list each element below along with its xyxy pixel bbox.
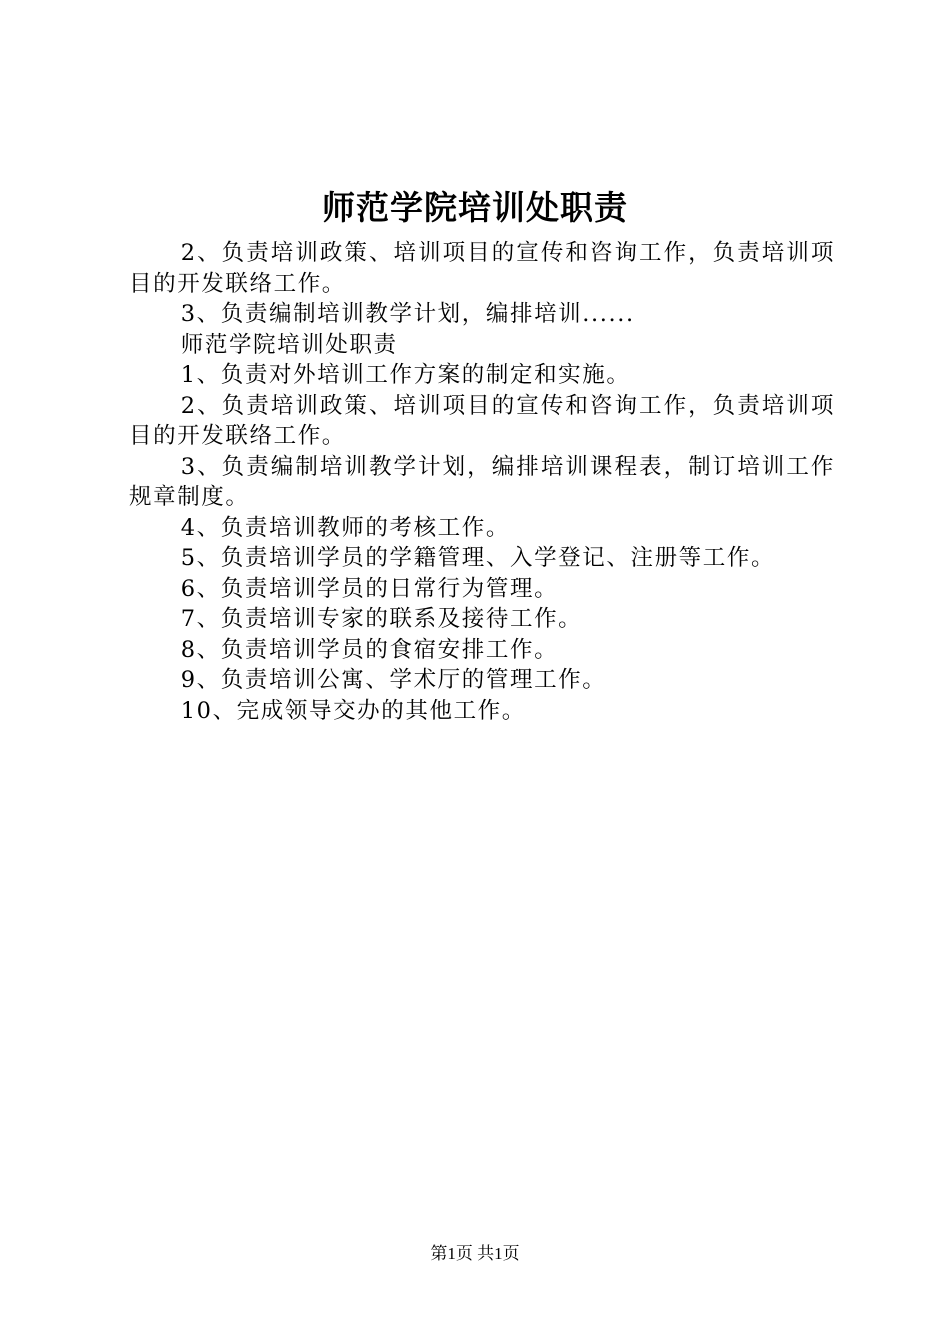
paragraph: 3、负责编制培训教学计划，编排培训...... — [180, 301, 635, 327]
paragraph: 5、负责培训学员的学籍管理、入学登记、注册等工作。 — [180, 545, 776, 571]
document-title: 师范学院培训处职责 — [322, 188, 628, 227]
paragraph: 7、负责培训专家的联系及接待工作。 — [180, 606, 583, 632]
paragraph: 3、负责编制培训教学计划，编排培训课程表，制订培训工作规章制度。 — [129, 453, 835, 510]
paragraph: 6、负责培训学员的日常行为管理。 — [180, 575, 559, 602]
paragraph: 2、负责培训政策、培训项目的宣传和咨询工作，负责培训项目的开发联络工作。 — [129, 240, 835, 297]
paragraph: 2、负责培训政策、培训项目的宣传和咨询工作，负责培训项目的开发联络工作。 — [129, 392, 835, 449]
paragraph: 1、负责对外培训工作方案的制定和实施。 — [180, 362, 631, 388]
paragraph: 10、完成领导交办的其他工作。 — [180, 697, 526, 724]
document-body — [129, 238, 835, 726]
paragraph: 9、负责培训公寓、学术厅的管理工作。 — [180, 667, 607, 693]
page-number-footer: 第1页 共1页 — [430, 1244, 520, 1263]
paragraph: 师范学院培训处职责 — [180, 331, 398, 358]
paragraph: 8、负责培训学员的食宿安排工作。 — [180, 636, 559, 663]
paragraph: 4、负责培训教师的考核工作。 — [180, 514, 510, 541]
